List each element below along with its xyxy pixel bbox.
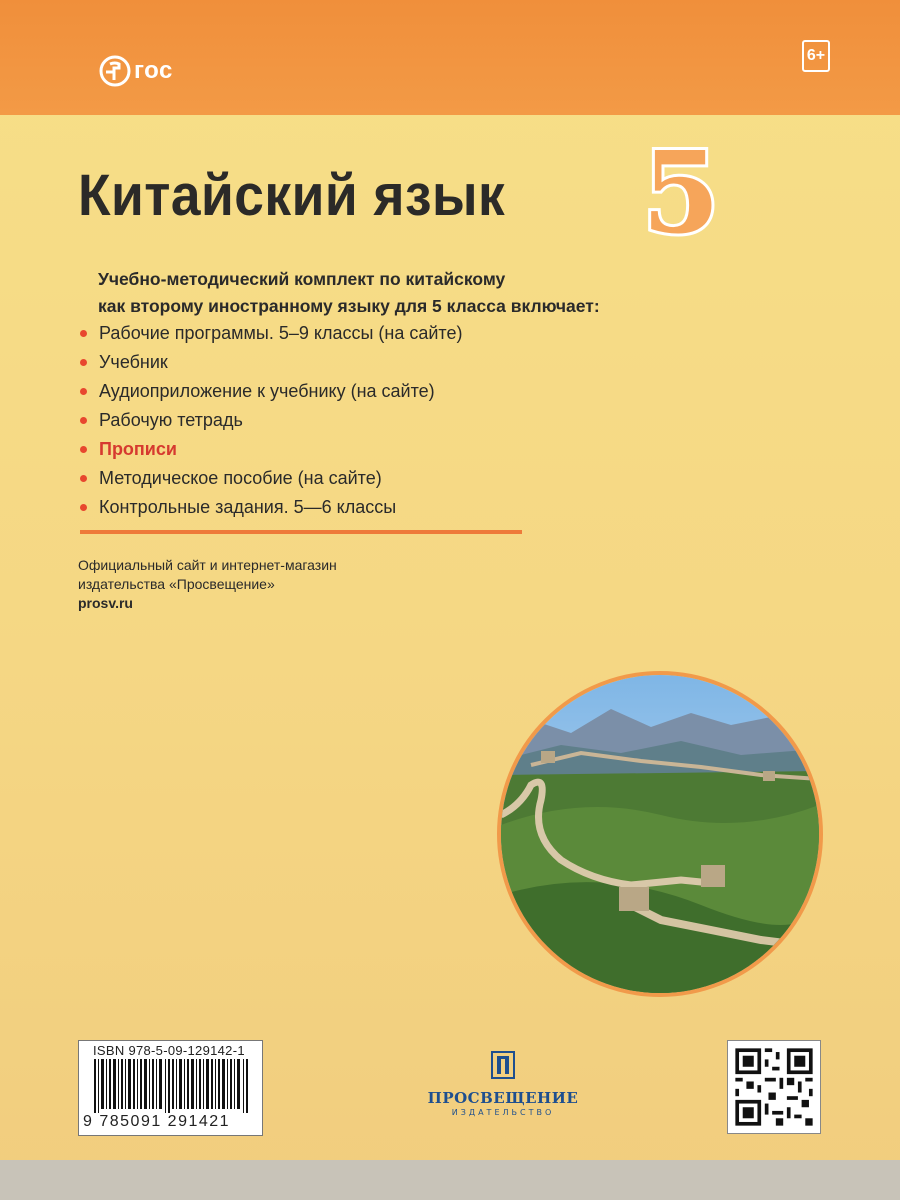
isbn-barcode [78, 1040, 263, 1136]
publisher-logo [418, 1050, 588, 1117]
kit-intro-line-2: как второму иностранному языку для 5 класса включает: [98, 296, 600, 316]
book-title: Китайский язык [78, 163, 506, 228]
qr-code-icon [728, 1041, 820, 1133]
kit-components-list [80, 319, 462, 522]
list-item [80, 348, 462, 377]
bullet-icon [80, 359, 87, 366]
publisher-emblem-icon [490, 1050, 516, 1080]
barcode-digits: 9 785091 291421 [83, 1113, 231, 1130]
age-rating-badge: 6+ [802, 40, 830, 72]
great-wall-illustration [501, 675, 819, 993]
site-info-line-1: Официальный сайт и интернет-магазин [78, 557, 337, 573]
list-item-label: Учебник [99, 352, 168, 372]
bullet-icon [80, 446, 87, 453]
list-item [80, 377, 462, 406]
publisher-site-info [78, 556, 337, 613]
list-item-highlighted [80, 435, 462, 464]
bullet-icon [80, 388, 87, 395]
bullet-icon [80, 475, 87, 482]
fgos-emblem-icon [98, 54, 132, 88]
bullet-icon [80, 504, 87, 511]
list-item [80, 464, 462, 493]
kit-intro [98, 266, 600, 320]
site-url: prosv.ru [78, 595, 133, 611]
list-item-label: Методическое пособие (на сайте) [99, 468, 382, 488]
bullet-icon [80, 330, 87, 337]
bullet-icon [80, 417, 87, 424]
orange-divider [80, 530, 522, 534]
list-item-label: Контрольные задания. 5—6 классы [99, 497, 397, 517]
list-item [80, 493, 462, 522]
grade-number: 5 [642, 128, 720, 259]
barcode-icon [86, 1059, 256, 1113]
list-item-label: Рабочие программы. 5–9 классы (на сайте) [99, 323, 463, 343]
kit-intro-line-1: Учебно-методический комплект по китайскому [98, 269, 506, 289]
qr-code [727, 1040, 821, 1134]
publisher-subtitle: ИЗДАТЕЛЬСТВО [451, 1108, 555, 1117]
list-item-label: Аудиоприложение к учебнику (на сайте) [99, 381, 435, 401]
fgos-logo-text: гос [134, 57, 173, 84]
fgos-logo [98, 54, 173, 88]
list-item-label: Рабочую тетрадь [99, 410, 243, 430]
great-wall-photo [497, 671, 823, 997]
publisher-name: ПРОСВЕЩЕНИЕ [427, 1089, 579, 1107]
list-item [80, 406, 462, 435]
list-item [80, 319, 462, 348]
bottom-grey-band [0, 1160, 900, 1200]
list-item-label: Прописи [99, 439, 177, 459]
site-info-line-2: издательства «Просвещение» [78, 576, 275, 592]
isbn-label: ISBN 978-5-09-129142-1 [93, 1043, 245, 1058]
